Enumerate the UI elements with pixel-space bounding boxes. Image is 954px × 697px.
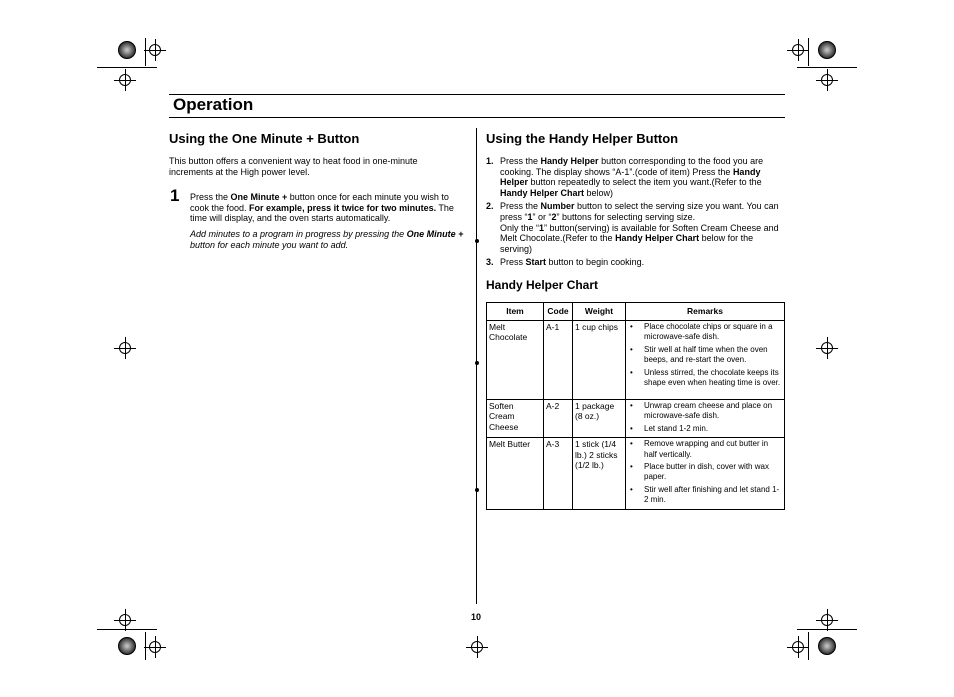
column-header: Remarks xyxy=(626,303,785,321)
title-bottom-rule xyxy=(169,117,785,118)
remark-item: • Stir well after finishing and let stand 1-2 min. xyxy=(628,485,782,506)
list-item: 2. Press the Number button to select the serving size you want. You can press “1” or “2” buttons for selecting serving size. Only the “1” button(serving) is available for Soften Cream Cheese and Melt Chocolate.(Refer to the Handy Helper Chart below for the serving) xyxy=(486,201,779,254)
registration-mark-icon xyxy=(821,74,833,86)
binding-dot xyxy=(475,239,479,243)
column-header: Item xyxy=(487,303,544,321)
weight-cell: 1 package (8 oz.) xyxy=(573,400,626,438)
one-minute-intro: This button offers a convenient way to heat food in one-minute increments at the High power level. xyxy=(169,156,418,177)
step-number: 1 xyxy=(170,186,180,205)
column-divider xyxy=(476,128,477,604)
remark-item: • Unless stirred, the chocolate keeps its shape even when heating time is over. xyxy=(628,368,782,389)
weight-cell: 1 cup chips xyxy=(573,321,626,400)
chart-heading: Handy Helper Chart xyxy=(486,278,599,292)
registration-mark-icon xyxy=(792,641,804,653)
registration-mark-icon xyxy=(471,641,483,653)
page-number: 10 xyxy=(471,612,482,622)
table-header-row xyxy=(487,303,785,321)
one-minute-note: Add minutes to a program in progress by pressing the One Minute + button for each minute you want to add. xyxy=(190,229,464,250)
registration-disc-icon xyxy=(118,637,136,655)
registration-disc-icon xyxy=(818,637,836,655)
remark-item: • Place butter in dish, cover with wax paper. xyxy=(628,462,782,483)
list-item: 1. Press the Handy Helper button corresponding to the food you are cooking. The display shows “A-1”.(code of item) Press the Handy Helper button repeatedly to select the item you want.(Refer to the Handy Helper Chart below) xyxy=(486,156,764,198)
remark-item: • Let stand 1-2 min. xyxy=(628,424,782,434)
column-header: Code xyxy=(544,303,573,321)
code-cell: A-1 xyxy=(544,321,573,400)
remark-item: • Unwrap cream cheese and place on microwave-safe dish. xyxy=(628,401,782,422)
remark-item: • Remove wrapping and cut butter in half vertically. xyxy=(628,439,782,460)
title-top-rule xyxy=(169,94,785,95)
binding-dot xyxy=(475,488,479,492)
handy-helper-steps xyxy=(486,156,786,271)
registration-mark-icon xyxy=(149,44,161,56)
remarks-cell xyxy=(626,438,785,509)
handy-helper-table xyxy=(486,302,785,510)
registration-mark-icon xyxy=(119,74,131,86)
code-cell: A-2 xyxy=(544,400,573,438)
remarks-cell xyxy=(626,400,785,438)
registration-mark-icon xyxy=(821,342,833,354)
remark-item: • Place chocolate chips or square in a microwave-safe dish. xyxy=(628,322,782,343)
table-row xyxy=(487,321,785,400)
list-item: 3. Press Start button to begin cooking. xyxy=(486,257,645,268)
registration-mark-icon xyxy=(119,342,131,354)
registration-mark-icon xyxy=(821,614,833,626)
item-cell: Soften Cream Cheese xyxy=(487,400,544,438)
table-row xyxy=(487,400,785,438)
registration-mark-icon xyxy=(149,641,161,653)
item-cell: Melt Chocolate xyxy=(487,321,544,400)
table-row xyxy=(487,438,785,509)
column-header: Weight xyxy=(573,303,626,321)
registration-mark-icon xyxy=(119,614,131,626)
one-minute-heading: Using the One Minute + Button xyxy=(169,131,360,146)
remarks-cell xyxy=(626,321,785,400)
registration-disc-icon xyxy=(118,41,136,59)
code-cell: A-3 xyxy=(544,438,573,509)
registration-mark-icon xyxy=(792,44,804,56)
binding-dot xyxy=(475,361,479,365)
item-cell: Melt Butter xyxy=(487,438,544,509)
remark-item: • Stir well at half time when the oven beeps, and re-start the oven. xyxy=(628,345,782,366)
registration-disc-icon xyxy=(818,41,836,59)
page-title: Operation xyxy=(173,95,254,114)
weight-cell: 1 stick (1/4 lb.) 2 sticks (1/2 lb.) xyxy=(573,438,626,509)
handy-helper-heading: Using the Handy Helper Button xyxy=(486,131,679,146)
one-minute-step: Press the One Minute + button once for each minute you wish to cook the food. For example, press it twice for two minutes. The time will display, and the oven starts automatically. xyxy=(190,192,454,224)
